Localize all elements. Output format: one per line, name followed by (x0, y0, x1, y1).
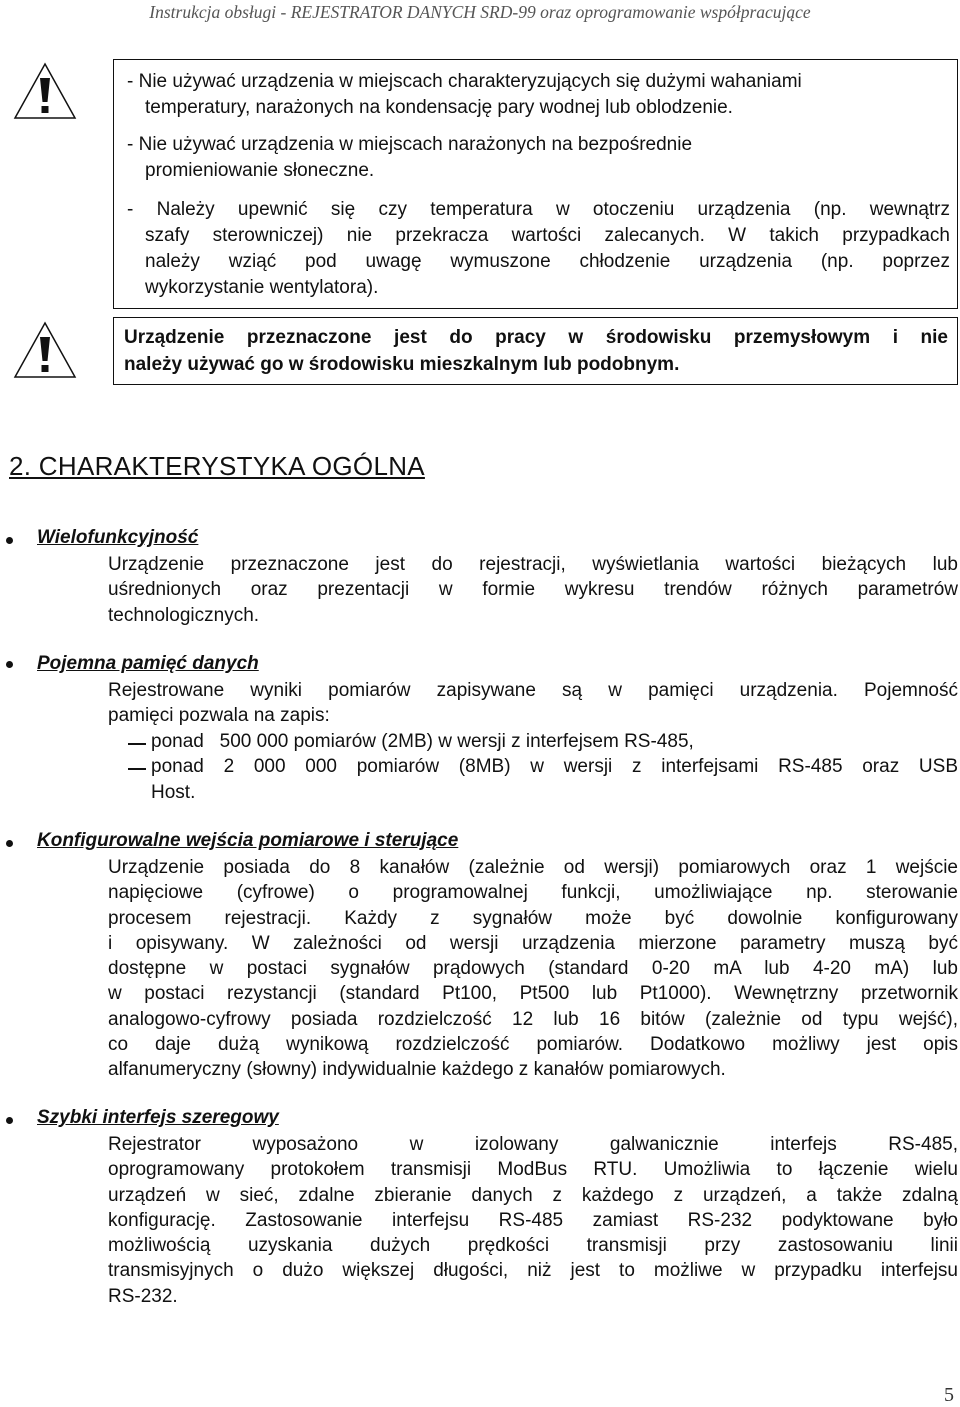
paragraph-line: napięciowe (cyfrowe) o programowalnej funkcji, umożliwiające np. sterowanie (108, 882, 958, 904)
paragraph-line: Rejestrator wyposażono w izolowany galwanicznie interfejs RS-485, (108, 1134, 958, 1155)
paragraph-line: i opisywany. W zależności od wersji urządzenia mierzone parametry muszą być (108, 932, 958, 954)
paragraph-line: oprogramowany protokołem transmisji ModBus RTU. Umożliwia to łączenie wielu (108, 1159, 958, 1181)
paragraph-line: Urządzenie posiada do 8 kanałów (zależnie od wersji) pomiarowych oraz 1 wejście (108, 857, 958, 878)
feature-title: Konfigurowalne wejścia pomiarowe i sterujące (37, 830, 459, 851)
paragraph-line: transmisyjnych o dużo większej długości, niż jest to możliwe w przypadku interfejsu (108, 1260, 958, 1282)
bullet-icon (6, 840, 13, 847)
feature-title: Wielofunkcyjność (37, 527, 199, 548)
feature-title: Szybki interfejs szeregowy (37, 1107, 279, 1128)
warning-line: promieniowanie słoneczne. (145, 160, 375, 181)
feature-paragraph (108, 1132, 958, 1309)
warning-line: - Nie używać urządzenia w miejscach charakteryzujących się dużymi wahaniami (127, 71, 802, 92)
warning-line: należy wziąć pod uwagę wymuszone chłodzenie urządzenia (np. poprzez (145, 251, 950, 272)
dash-icon (128, 768, 146, 770)
paragraph-line: możliwością uzyskania dużych prędkości transmisji przy zastosowaniu linii (108, 1235, 958, 1257)
paragraph-line: RS-232. (108, 1285, 178, 1307)
dash-item: Host. (151, 782, 196, 803)
dash-item: ponad 2 000 000 pomiarów (8MB) w wersji z interfejsami RS-485 oraz USB (151, 756, 958, 777)
warning-line: - Należy upewnić się czy temperatura w otoczeniu urządzenia (np. wewnątrz (127, 199, 950, 220)
page-header: Instrukcja obsługi - REJESTRATOR DANYCH SRD-99 oraz oprogramowanie współpracujące (149, 2, 811, 22)
paragraph-line: co daje dużą wynikową rozdzielczość pomiarów. Dodatkowo możliwy jest opis (108, 1034, 958, 1056)
feature-paragraph (108, 552, 958, 628)
warning-icon (13, 62, 77, 120)
paragraph-line: technologicznych. (108, 604, 260, 626)
paragraph-line: procesem rejestracji. Każdy z sygnałów może być dowolnie konfigurowany (108, 907, 958, 929)
warning-line: wykorzystanie wentylatora). (145, 277, 379, 298)
section-heading: 2. CHARAKTERYSTYKA OGÓLNA (9, 451, 425, 481)
paragraph-line: konfigurację. Zastosowanie interfejsu RS-485 zamiast RS-232 podyktowane było (108, 1209, 958, 1231)
paragraph-line: Urządzenie przeznaczone jest do rejestracji, wyświetlania wartości bieżących lub (108, 554, 958, 575)
feature-paragraph (108, 855, 958, 1083)
warning-line: temperatury, narażonych na kondensację pary wodnej lub oblodzenie. (145, 97, 733, 118)
dash-icon (128, 743, 146, 745)
page-number: 5 (944, 1384, 954, 1406)
feature-paragraph (108, 678, 958, 729)
paragraph-line: analogowo-cyfrowy posiada rozdzielczość 12 lub 16 bitów (zależnie od typu wejść), (108, 1008, 958, 1030)
paragraph-line: dostępne w postaci sygnałów prądowych (standard 0-20 mA lub 4-20 mA) lub (108, 958, 958, 980)
warning-bold-line: należy używać go w środowisku mieszkalnym lub podobnym. (124, 354, 680, 375)
warning-line: szafy sterowniczej) nie przekracza wartości zalecanych. W takich przypadkach (145, 225, 950, 246)
warning-bold-line: Urządzenie przeznaczone jest do pracy w środowisku przemysłowym i nie (124, 327, 948, 348)
bullet-icon (6, 1117, 13, 1124)
paragraph-line: alfanumeryczny (słowny) indywidualnie każdego z kanałów pomiarowych. (108, 1059, 726, 1081)
warning-line: - Nie używać urządzenia w miejscach narażonych na bezpośrednie (127, 134, 693, 155)
paragraph-line: urządzeń w sieć, zdalne zbieranie danych z każdego z urządzeń, a także zdalną (108, 1184, 958, 1206)
paragraph-line: Rejestrowane wyniki pomiarów zapisywane są w pamięci urządzenia. Pojemność (108, 680, 958, 701)
paragraph-line: pamięci pozwala na zapis: (108, 705, 330, 727)
paragraph-line: uśrednionych oraz prezentacji w formie wykresu trendów różnych parametrów (108, 579, 958, 601)
paragraph-line: w postaci rezystancji (standard Pt100, Pt500 lub Pt1000). Wewnętrzny przetwornik (108, 983, 958, 1005)
bullet-icon (6, 661, 13, 668)
warning-icon (13, 321, 77, 379)
bullet-icon (6, 537, 13, 544)
dash-item: ponad 500 000 pomiarów (2MB) w wersji z interfejsem RS-485, (151, 731, 694, 752)
feature-title: Pojemna pamięć danych (37, 653, 259, 674)
